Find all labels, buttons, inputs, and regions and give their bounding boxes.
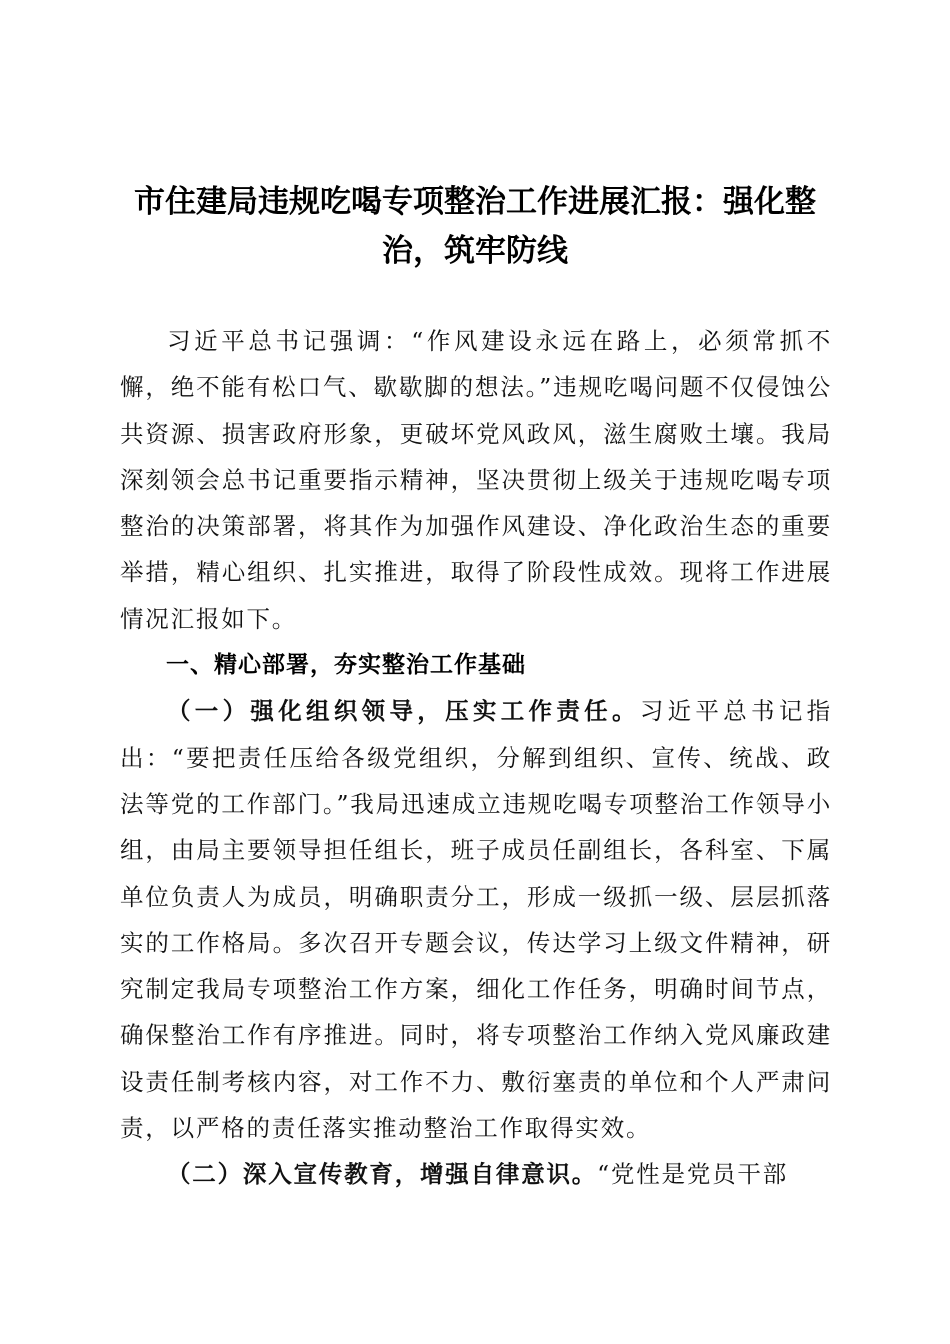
subsection-paragraph-1	[120, 688, 832, 1151]
subsection-lead-2: （二）深入宣传教育，增强自律意识。	[167, 1160, 598, 1189]
document-body	[120, 318, 832, 1198]
subsection-text-1: 习近平总书记指出：“要把责任压给各级党组织，分解到组织、宣传、统战、政法等党的工作部门。”我局迅速成立违规吃喝专项整治工作领导小组，由局主要领导担任组长，班子成员任副组长，各科室、下属单位负责人为成员，明确职责分工，形成一级抓一级、层层抓落实的工作格局。多次召开专题会议，传达学习上级文件精神，研究制定我局专项整治工作方案，细化工作任务，明确时间节点，确保整治工作有序推进。同时，将专项整治工作纳入党风廉政建设责任制考核内容，对工作不力、敷衍塞责的单位和个人严肃问责，以严格的责任落实推动整治工作取得实效。	[120, 697, 832, 1143]
subsection-text-2: “党性是党员干部	[597, 1160, 789, 1189]
subsection-paragraph-2	[120, 1151, 832, 1197]
intro-paragraph: 习近平总书记强调：“作风建设永远在路上，必须常抓不懈，绝不能有松口气、歇歇脚的想法。”违规吃喝问题不仅侵蚀公共资源、损害政府形象，更破坏党风政风，滋生腐败土壤。我局深刻领会总书记重要指示精神，坚决贯彻上级关于违规吃喝专项整治的决策部署，将其作为加强作风建设、净化政治生态的重要举措，精心组织、扎实推进，取得了阶段性成效。现将工作进展情况汇报如下。	[120, 327, 832, 633]
document-title: 市住建局违规吃喝专项整治工作进展汇报：强化整治，筑牢防线	[134, 184, 816, 269]
subsection-lead-1: （一）强化组织领导，压实工作责任。	[167, 697, 640, 726]
section-heading-1: 一、精心部署，夯实整治工作基础	[166, 652, 526, 679]
